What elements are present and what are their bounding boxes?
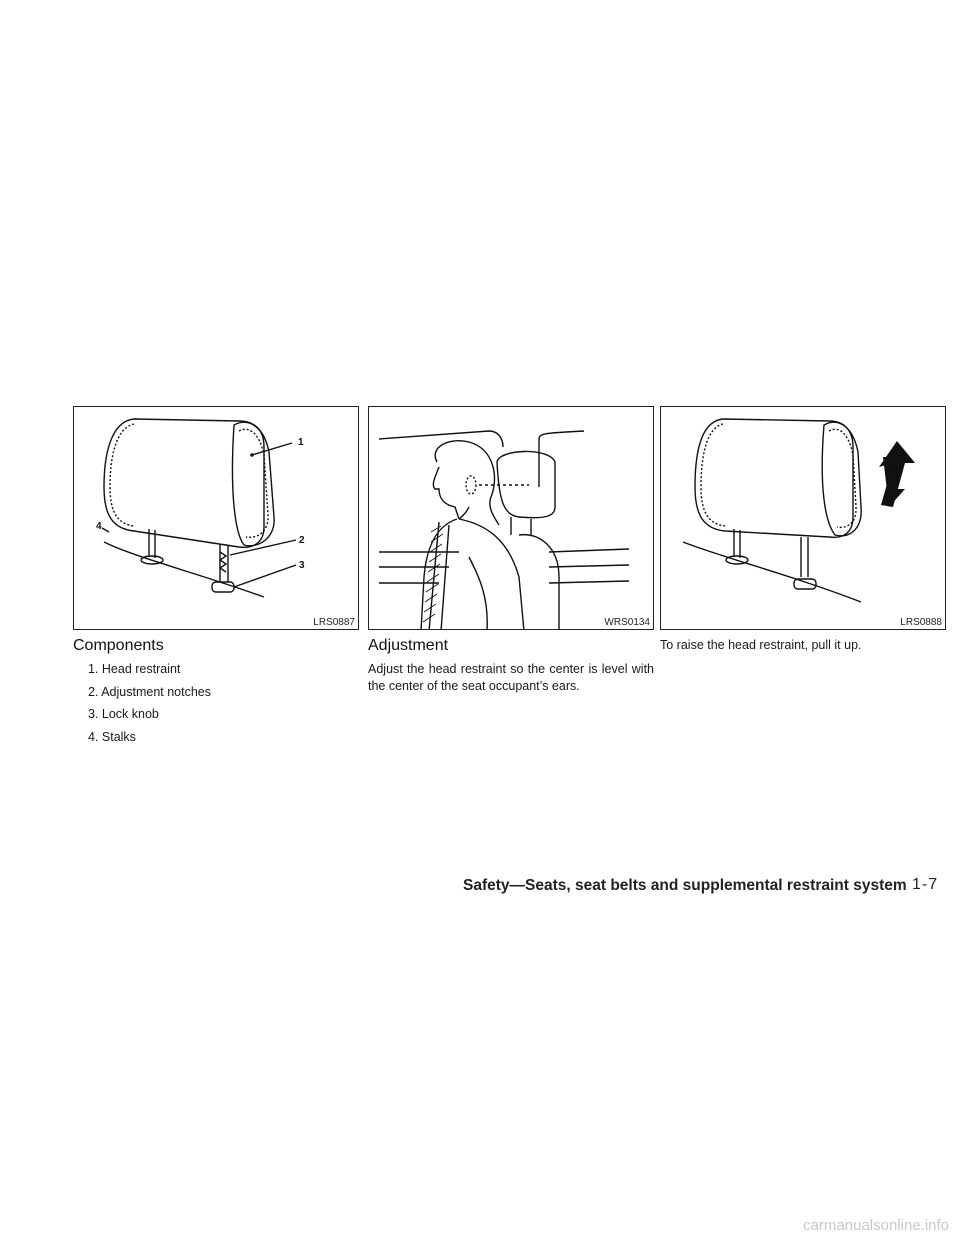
figure-code: WRS0134	[604, 617, 650, 628]
list-item: 1. Head restraint	[88, 662, 181, 676]
figure-adjustment	[368, 406, 654, 630]
occupant-illustration	[369, 407, 654, 630]
adjustment-heading: Adjustment	[368, 637, 449, 654]
adjustment-text: Adjust the head restraint so the center is level with the center of the seat occupant’s ears.	[368, 662, 654, 693]
figure-raise	[660, 406, 946, 630]
figure-code: LRS0888	[900, 617, 942, 628]
section-footer: Safety—Seats, seat belts and supplemental restraint system	[463, 877, 907, 894]
raise-illustration	[661, 407, 946, 630]
components-heading: Components	[73, 637, 164, 654]
list-item: 4. Stalks	[88, 729, 136, 744]
figure-components	[73, 406, 359, 630]
page-number: 1-7	[912, 876, 939, 893]
components-list	[88, 661, 211, 751]
head-restraint-illustration	[74, 407, 359, 630]
list-item: 2. Adjustment notches	[88, 684, 211, 699]
callout-4: 4	[96, 521, 102, 532]
callout-2: 2	[299, 535, 305, 546]
figure-code: LRS0887	[313, 617, 355, 628]
raise-text: To raise the head restraint, pull it up.	[660, 638, 862, 652]
callout-3: 3	[299, 560, 305, 571]
watermark: carmanualsonline.info	[803, 1217, 949, 1234]
callout-1: 1	[298, 437, 304, 448]
list-item: 3. Lock knob	[88, 707, 159, 721]
